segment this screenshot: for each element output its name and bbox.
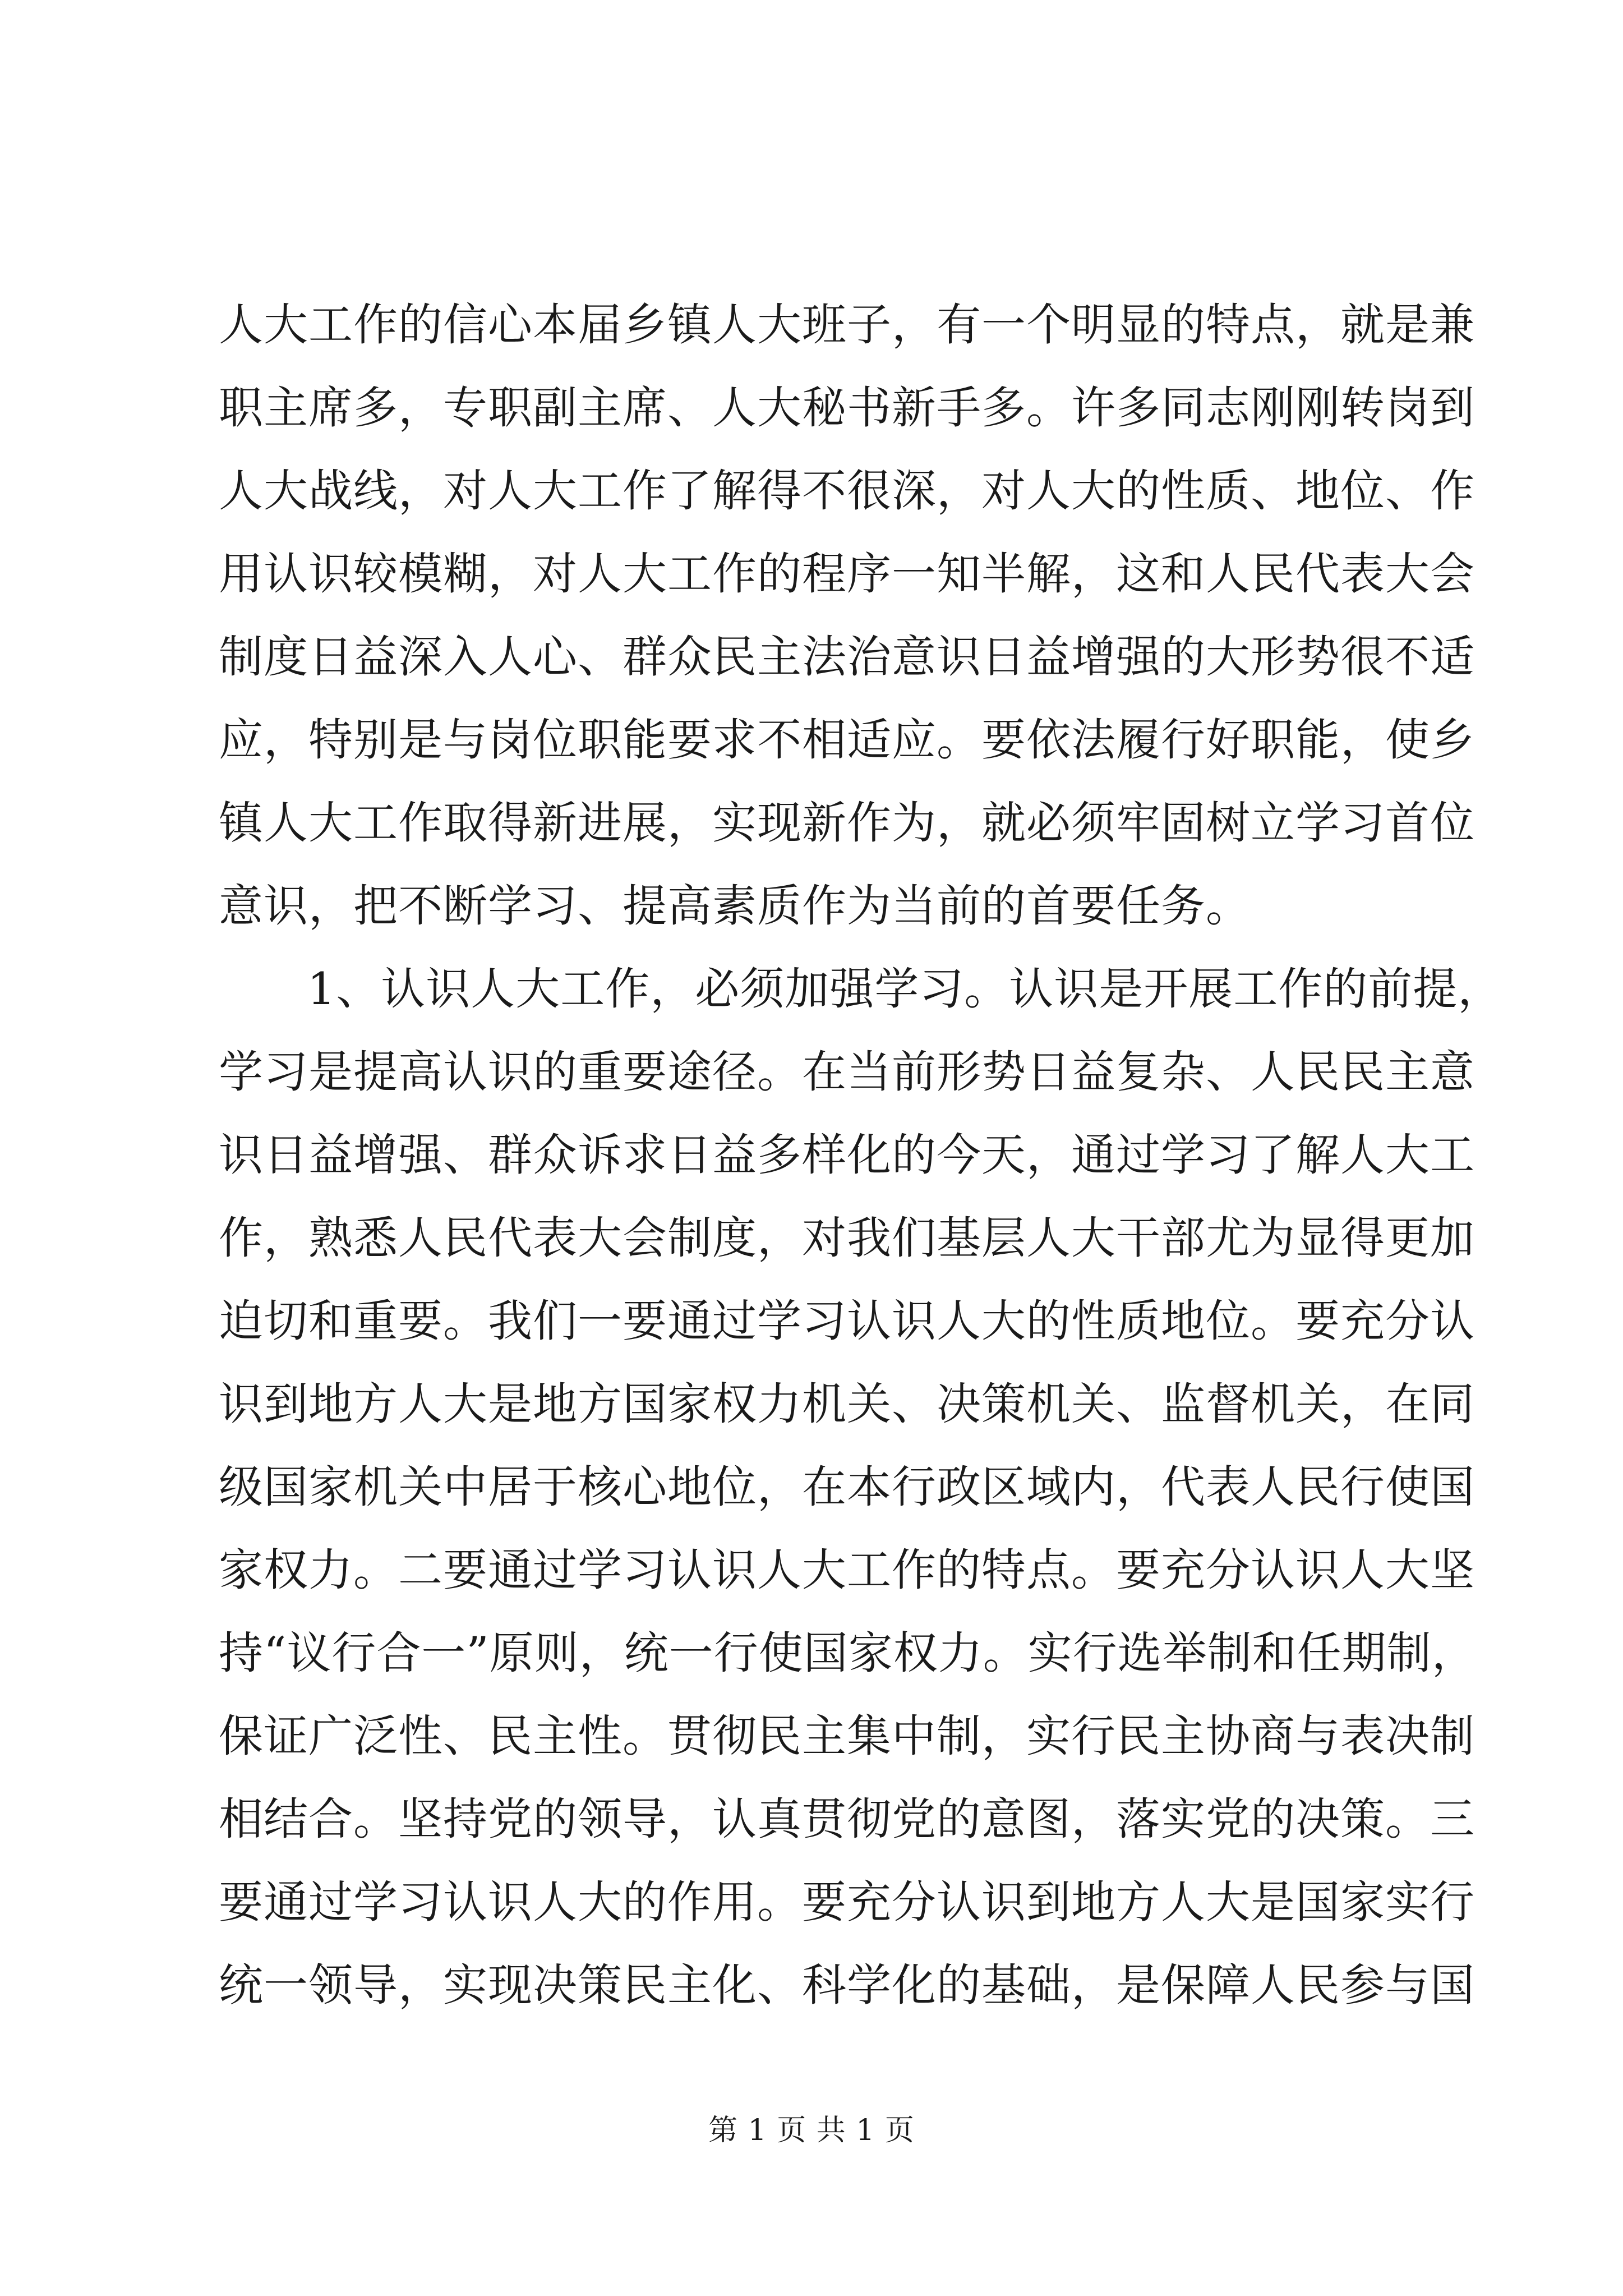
text-line: 保证广泛性、民主性。贯彻民主集中制，实行民主协商与表决制 bbox=[219, 1710, 1475, 1762]
text-line: 学习是提高认识的重要途径。在当前形势日益复杂、人民民主意 bbox=[219, 1046, 1475, 1098]
text-line: 作，熟悉人民代表大会制度，对我们基层人大干部尤为显得更加 bbox=[219, 1212, 1475, 1264]
text-line: 应，特别是与岗位职能要求不相适应。要依法履行好职能，使乡 bbox=[219, 714, 1475, 766]
text-line: 级国家机关中居于核心地位，在本行政区域内，代表人民行使国 bbox=[219, 1461, 1475, 1513]
text-line: 职主席多，专职副主席、人大秘书新手多。许多同志刚刚转岗到 bbox=[219, 382, 1475, 434]
text-line: 家权力。二要通过学习认识人大工作的特点。要充分认识人大坚 bbox=[219, 1544, 1475, 1596]
page-footer: 第 1 页 共 1 页 bbox=[708, 2114, 915, 2147]
text-line: 意识，把不断学习、提高素质作为当前的首要任务。 bbox=[219, 880, 1251, 932]
text-line: 识到地方人大是地方国家权力机关、决策机关、监督机关，在同 bbox=[219, 1378, 1475, 1430]
text-line: 识日益增强、群众诉求日益多样化的今天，通过学习了解人大工 bbox=[219, 1129, 1475, 1181]
text-line: 统一领导，实现决策民主化、科学化的基础，是保障人民参与国 bbox=[219, 1959, 1475, 2011]
text-line: 要通过学习认识人大的作用。要充分认识到地方人大是国家实行 bbox=[219, 1876, 1475, 1928]
text-line: 用认识较模糊，对人大工作的程序一知半解，这和人民代表大会 bbox=[219, 548, 1475, 600]
text-line: 迫切和重要。我们一要通过学习认识人大的性质地位。要充分认 bbox=[219, 1295, 1475, 1347]
text-line: 人大工作的信心本届乡镇人大班子，有一个明显的特点，就是兼 bbox=[219, 299, 1475, 351]
text-line: 相结合。坚持党的领导，认真贯彻党的意图，落实党的决策。三 bbox=[219, 1793, 1475, 1845]
text-line: 持“议行合一”原则，统一行使国家权力。实行选举制和任期制， bbox=[219, 1627, 1477, 1679]
paragraph-start-line: 1、认识人大工作，必须加强学习。认识是开展工作的前提， bbox=[307, 963, 1503, 1015]
document-body bbox=[219, 283, 1503, 2027]
text-line: 人大战线，对人大工作了解得不很深，对人大的性质、地位、作 bbox=[219, 465, 1475, 517]
text-line: 镇人大工作取得新进展，实现新作为，就必须牢固树立学习首位 bbox=[219, 797, 1475, 849]
text-line: 制度日益深入人心、群众民主法治意识日益增强的大形势很不适 bbox=[219, 631, 1475, 683]
